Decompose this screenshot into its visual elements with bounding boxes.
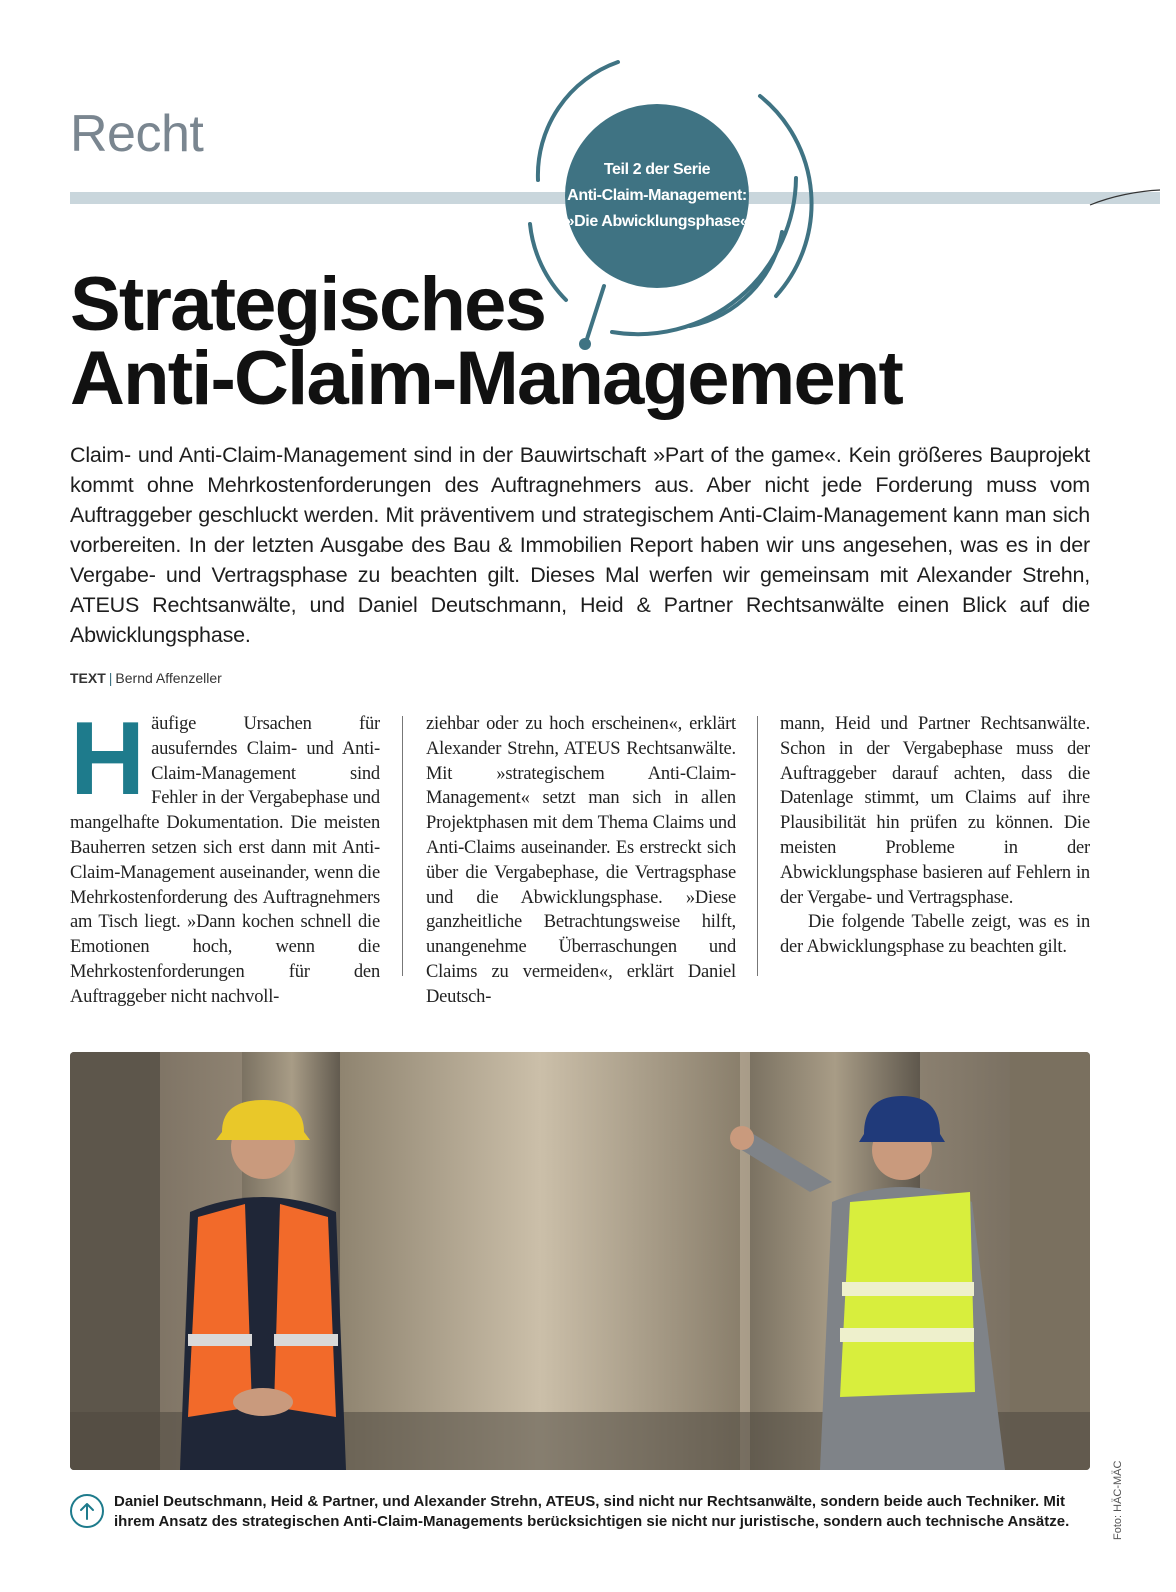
badge-line-1: Teil 2 der Serie bbox=[603, 161, 711, 178]
lead-paragraph: Claim- und Anti-Claim-Management sind in der Bauwirtschaft »Part of the game«. Kein größeres Bauprojekt kommt ohne Mehrkostenforderungen des Auftragnehmers aus. Aber nicht jede Forderung muss vom Auftraggeber geschluckt werden. Mit präventivem und strategischem Anti-Claim-Management kann man sich vorbereiten. In der letzten Ausgabe des Bau & Immobilien Report haben wir uns angesehen, was es in der Vergabe- und Vertragsphase zu beachten gilt. Dieses Mal werfen wir gemeinsam mit Alexander Strehn, ATEUS Rechtsanwälte, und Daniel Deutschmann, Heid & Partner Rechtsanwälte einen Blick auf die Abwicklungsphase. bbox=[70, 443, 1090, 647]
body-text-col-3-p1: mann, Heid und Partner Rechtsanwälte. Schon in der Vergabephase muss der Auftraggeber darauf achten, dass die Datenlage stimmt, um Claims auf ihre Plausibilität hin prüfen zu können. Die meisten Probleme in der Abwicklungsphase basieren auf Fehlern in der Vergabe- und Vertragsphase. bbox=[780, 714, 1090, 908]
byline-separator: | bbox=[108, 670, 113, 686]
body-column-3 bbox=[780, 712, 1090, 960]
headline-line-1: Strategisches bbox=[70, 262, 546, 347]
photo-caption: Daniel Deutschmann, Heid & Partner, und Alexander Strehn, ATEUS, sind nicht nur Rechtsanwälte, sondern beide auch Techniker. Mit ihrem Ansatz des strategischen Anti-Claim-Managements berücksichtigen sie nicht nur juristische, sondern auch technische Ansätze. bbox=[114, 1493, 1070, 1530]
photo-credit: Foto: HÄC-MÄC bbox=[1112, 1460, 1124, 1540]
body-text-col-2: ziehbar oder zu hoch erscheinen«, erklärt Alexander Strehn, ATEUS Rechtsanwälte. Mit »strategischem Anti-Claim-Management« setzt man sich in allen Projektphasen mit dem Thema Claims und Anti-Claims auseinander. Es erstreckt sich über die Vergabephase, die Vertragsphase und die Abwicklungsphase. »Diese ganzheitliche Betrachtungsweise hilft, unangenehme Überraschungen und Claims zu vermeiden«, erklärt Daniel Deutsch- bbox=[426, 714, 736, 1007]
badge-line-3: »Die Abwicklungsphase« bbox=[565, 213, 749, 230]
series-badge bbox=[565, 104, 749, 288]
body-column-2 bbox=[426, 712, 736, 1010]
headline bbox=[70, 262, 903, 421]
column-divider bbox=[402, 716, 403, 976]
badge-line-2: Anti-Claim-Management: bbox=[567, 187, 747, 204]
byline-label: TEXT bbox=[70, 670, 106, 686]
drop-cap: H bbox=[70, 701, 142, 817]
body-text-col-3-p2: Die folgende Tabelle zeigt, was es in der Abwicklungsphase zu beachten gilt. bbox=[780, 912, 1090, 958]
byline bbox=[70, 670, 222, 686]
photo bbox=[70, 1052, 1090, 1470]
body-text-col-1: äufige Ursachen für ausuferndes Claim- und Anti-Claim-Management sind Fehler in der Vergabephase und mangelhafte Dokumentation. Die meisten Bauherren setzen sich erst dann mit Anti-Claim-Management auseinander, wenn die Mehrkostenforderung des Auftragnehmers am Tisch liegt. »Dann kochen schnell die Emotionen hoch, wenn die Mehrkostenforderungen für den Auftraggeber nicht nachvoll- bbox=[70, 714, 380, 1007]
section-title: Recht bbox=[70, 105, 204, 163]
headline-line-2: Anti-Claim-Management bbox=[70, 336, 903, 421]
arrow-up-circle-icon bbox=[70, 1494, 104, 1528]
byline-author: Bernd Affenzeller bbox=[115, 670, 222, 686]
column-divider bbox=[757, 716, 758, 976]
body-column-1 bbox=[70, 701, 380, 1010]
